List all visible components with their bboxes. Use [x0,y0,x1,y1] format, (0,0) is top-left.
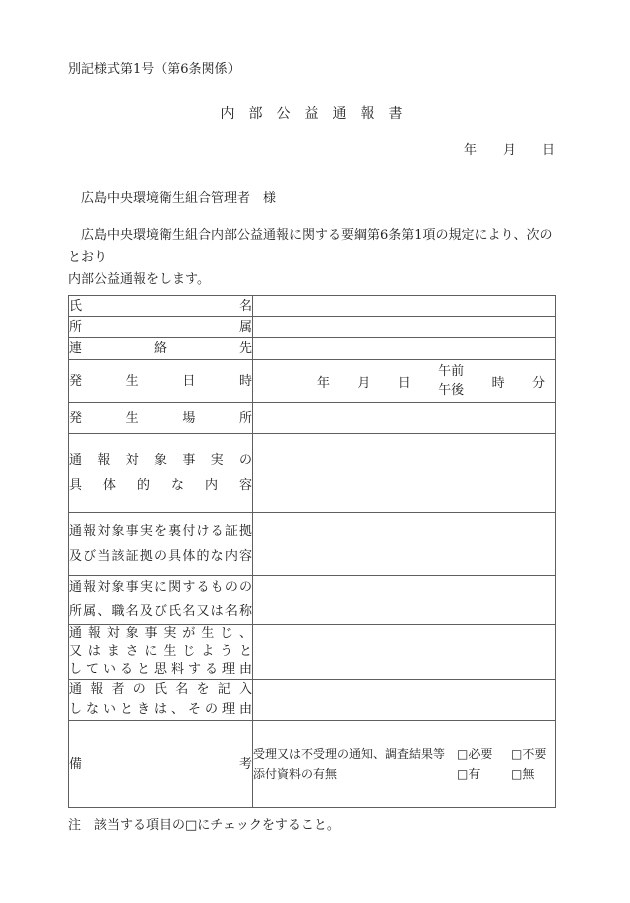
table-row-affiliation [69,317,556,338]
datetime-ampm-stack [438,362,464,400]
row-label-name: 氏名 [69,298,252,314]
input-cell-supporting-evidence[interactable] [253,513,556,576]
input-cell-reported-facts-details[interactable] [253,434,556,513]
label-cell-supporting-evidence [69,513,253,576]
table-row-related-party [69,576,556,625]
label-cell-occurrence-place [69,403,253,434]
row-label-line: 及び当該証拠の具体的な内容 [69,549,252,564]
date-line: 年 月 日 [463,143,555,158]
input-cell-remarks[interactable] [253,721,556,808]
addressee: 広島中央環境衛生組合管理者 様 [68,191,277,206]
row-label-line: 通報対象事実が生じ、 [69,626,252,641]
row-label-occurrence-place: 発生場所 [69,410,252,426]
table-row-occurrence-place [69,403,556,434]
body-line-2: 内部公益通報をします。 [68,272,210,287]
row-label-affiliation: 所属 [69,319,252,335]
datetime-year-label: 年 [317,375,331,391]
remarks-notification-label: 受理又は不受理の通知、調査結果等 [253,747,446,761]
row-label-occurrence-datetime: 発生日時 [69,373,252,389]
row-label-line: 通報対象事実に関するものの [69,580,252,595]
form-number: 別記様式第1号（第6条関係） [68,62,241,77]
remarks-notification-line [253,744,555,764]
label-cell-remarks [69,721,253,808]
row-label-line: 又はまさに生じようと [69,644,252,659]
page-title: 内 部 公 益 通 報 書 [220,106,403,122]
report-form-table [68,295,556,808]
checkbox-notification-unnecessary[interactable]: □不要 [511,747,547,761]
row-label-contact: 連絡先 [69,341,252,356]
input-cell-affiliation[interactable] [253,317,556,338]
remarks-attachment-line [253,764,555,784]
table-row-supporting-evidence [69,513,556,576]
label-cell-contact [69,338,253,360]
input-cell-belief-reason[interactable] [253,625,556,680]
row-label-line: 通報対象事実の [69,453,252,468]
row-label-line: していると思料する理由 [69,662,252,677]
table-row-contact [69,338,556,360]
input-cell-occurrence-place[interactable] [253,403,556,434]
table-row-name [69,296,556,317]
label-cell-name [69,296,253,317]
table-row-reported-facts-details [69,434,556,513]
datetime-hour-label: 時 [491,375,505,391]
input-cell-contact[interactable] [253,338,556,360]
checkbox-attachment-yes[interactable]: □有 [457,767,481,781]
datetime-minute-label: 分 [531,375,545,391]
datetime-day-label: 日 [397,375,411,391]
datetime-pm-label: 午後 [438,383,465,398]
remarks-attachment-label: 添付資料の有無 [253,767,338,781]
body-line-1: 広島中央環境衛生組合内部公益通報に関する要綱第6条第1項の規定により、次のとおり [68,228,553,265]
table-row-remarks [69,721,556,808]
label-cell-anonymity-reason [69,680,253,721]
row-label-line: 通報対象事実を裏付ける証拠 [69,524,252,539]
table-row-anonymity-reason [69,680,556,721]
row-label-line: しないときは、その理由 [69,702,252,717]
checkbox-notification-necessary[interactable]: □必要 [457,747,493,761]
label-cell-reported-facts-details [69,434,253,513]
row-label-remarks: 備考 [69,756,252,772]
label-cell-occurrence-datetime [69,360,253,403]
row-label-line: 所属、職名及び氏名又は名称 [69,604,252,619]
input-cell-name[interactable] [253,296,556,317]
body-paragraph [68,225,555,291]
footnote: 注 該当する項目の□にチェックをすること。 [68,818,340,833]
datetime-month-label: 月 [357,375,371,391]
label-cell-affiliation [69,317,253,338]
table-row-belief-reason [69,625,556,680]
table-row-occurrence-datetime [69,360,556,403]
datetime-am-label: 午前 [438,364,465,379]
label-cell-belief-reason [69,625,253,680]
datetime-template [253,360,555,402]
input-cell-related-party[interactable] [253,576,556,625]
row-label-line: 具体的な内容 [69,478,252,493]
input-cell-occurrence-datetime[interactable] [253,360,556,403]
label-cell-related-party [69,576,253,625]
input-cell-anonymity-reason[interactable] [253,680,556,721]
checkbox-attachment-no[interactable]: □無 [511,767,535,781]
row-label-line: 通報者の氏名を記入 [69,682,252,697]
